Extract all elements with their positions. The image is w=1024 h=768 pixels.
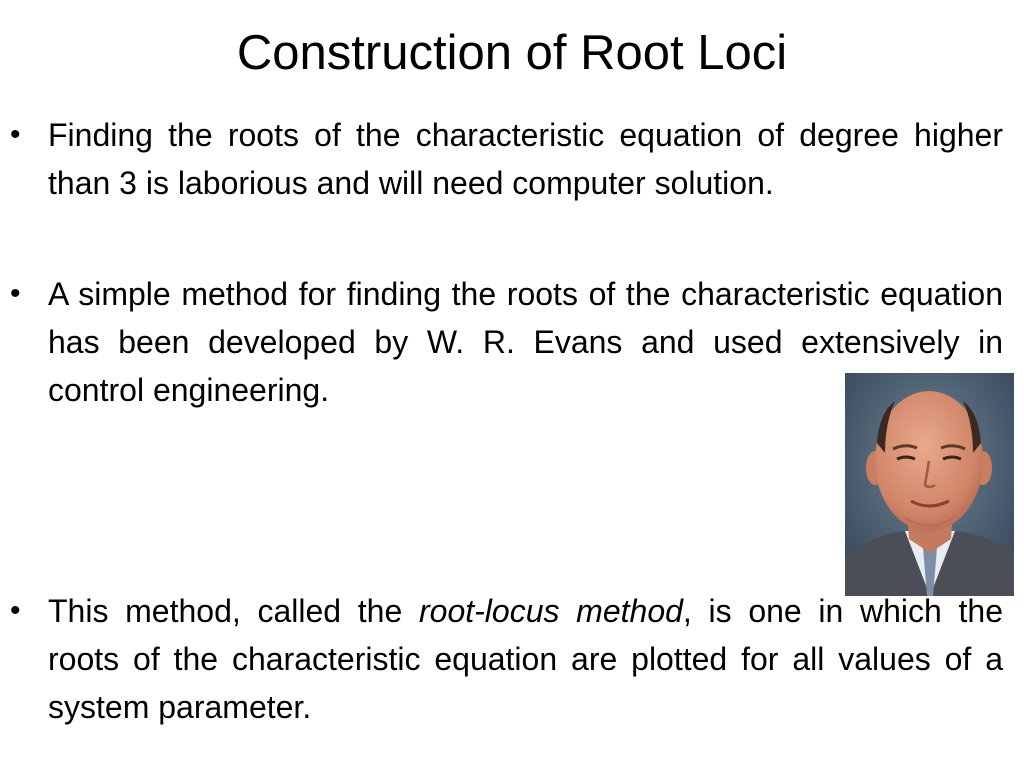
bullet-item — [10, 111, 1003, 207]
emphasized-term: root-locus method — [418, 593, 683, 629]
bullet-text: A simple method for finding the roots of the characteristic equation has been developed by W. R. Evans and used extensively in control engineering. — [48, 276, 1003, 408]
bullet-marker: • — [10, 594, 21, 627]
portrait-icon — [845, 373, 1014, 596]
bullet-text-start: This method, called the — [48, 593, 419, 629]
portrait-photo — [845, 373, 1014, 596]
bullet-marker: • — [10, 277, 21, 310]
bullet-text — [48, 587, 1003, 731]
bullet-marker: • — [10, 118, 21, 151]
bullet-text-end: , is one in which the roots of the characteristic equation are plotted for all values of a system parameter. — [48, 593, 1004, 725]
bullet-item — [10, 587, 1003, 731]
slide-title: Construction of Root Loci — [236, 26, 788, 80]
bullet-text: Finding the roots of the characteristic equation of degree higher than 3 is laborious and will need computer solution. — [48, 117, 1003, 201]
